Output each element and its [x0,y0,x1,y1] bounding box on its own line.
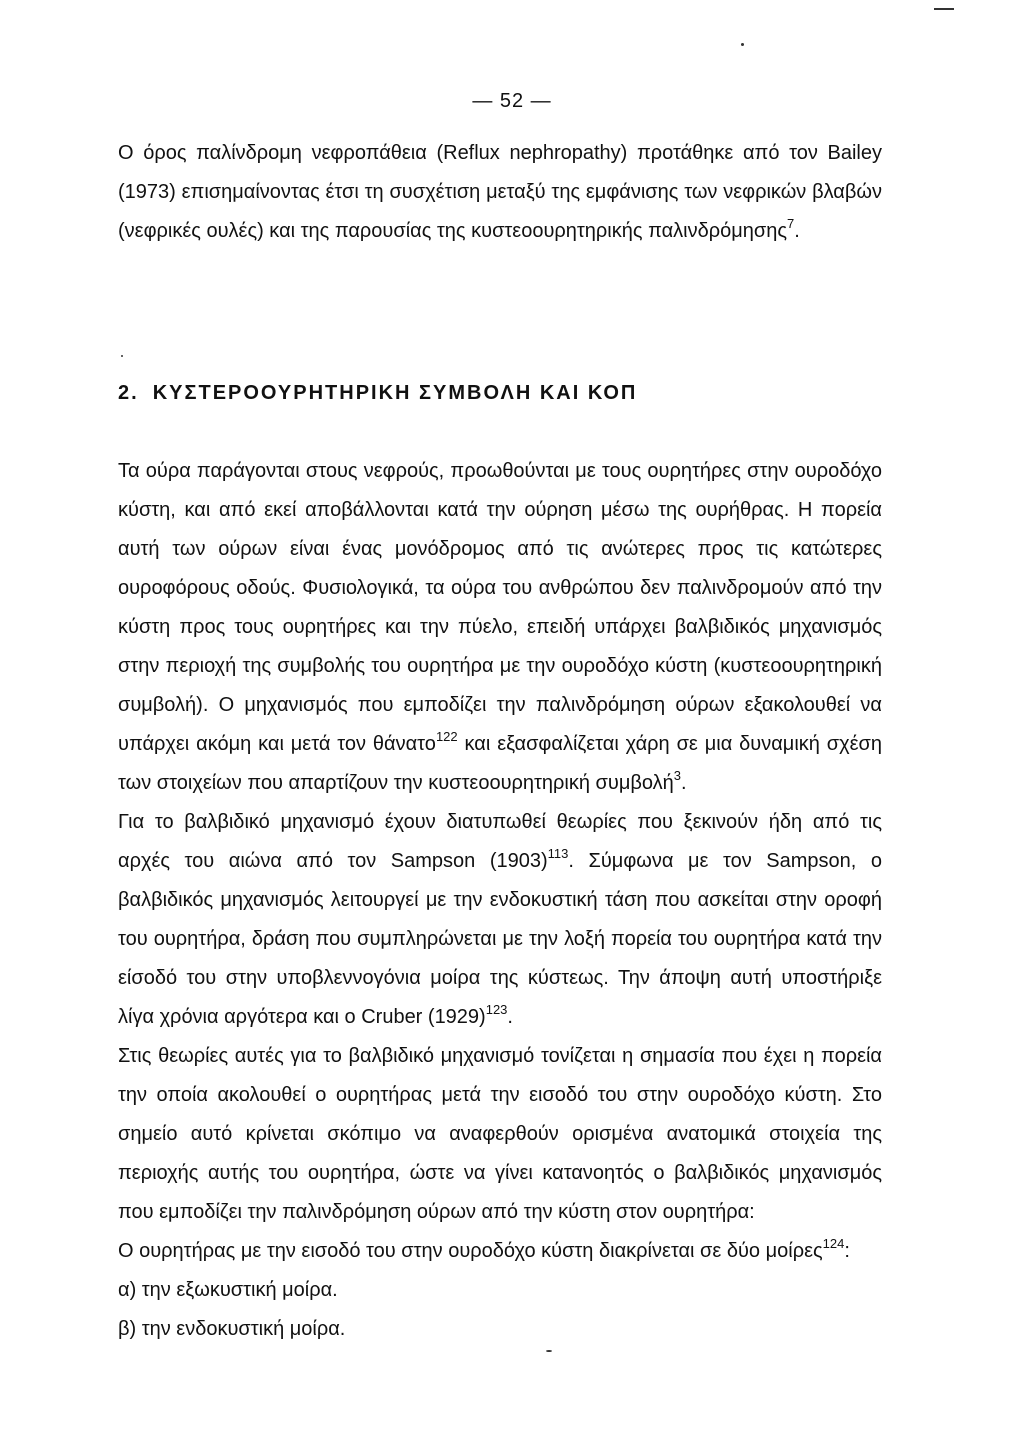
paragraph-text: Τα ούρα παράγονται στους νεφρούς, προωθούνται με τους ουρητήρες στην ουροδόχο κύστη, και από εκεί αποβάλλονται κατά την ούρηση μέσω της ουρήθρας. Η πορεία αυτή των ούρων είναι ένας μονόδρομος από τις ανώτερες προς τις κατώτερες ουροφόρους οδούς. Φυσιολογικά, τα ούρα του ανθρώπου δεν παλινδρομούν από την κύστη προς τους ουρητήρες και την πύελο, επειδή υπάρχει βαλβιδικός μηχανισμός στην περιοχή της συμβολής του ουρητήρα με την ουροδόχο κύστη (κυστεοουρητηρική συμβολή). Ο μηχανισμός που εμποδίζει την παλινδρόμηση ούρων εξακολουθεί να υπάρχει ακόμη και μετά τον θάνατο [118,460,882,755]
paragraph-text: Στις θεωρίες αυτές για το βαλβιδικό μηχανισμό τονίζεται η σημασία που έχει η πορεία την οποία ακολουθεί ο ουρητήρας μετά την εισοδό του στην ουροδόχο κύστη. Στο σημείο αυτό κρίνεται σκόπιμο να αναφερθούν ορισμένα ανατομικά στοιχεία της περιοχής αυτής του ουρητήρα, ώστε να γίνει κατανοητός ο βαλβιδικός μηχανισμός που εμποδίζει την παλινδρόμηση ούρων από την κύστη στον ουρητήρα: [118,1045,882,1223]
intro-paragraph [118,134,882,251]
footnote-ref: 124 [822,1236,845,1251]
paragraph-3 [118,1037,882,1232]
paragraph-text: . Σύμφωνα με τον Sampson, ο βαλβιδικός μηχανισμός λειτουργεί με την ενδοκυστική τάση που ασκείται στην οροφή του ουρητήρα, δράση που συμπληρώνεται με την λοξή πορεία του ουρητήρα κατά την είσοδό του στην υποβλεννογόνια μοίρα της κύστεως. Την άποψη αυτή υποστήριξε λίγα χρόνια αργότερα και ο Cruber (1929) [118,850,882,1028]
paragraph-1 [118,452,882,803]
page-number: — 52 — [472,90,552,112]
footnote-ref: 7 [786,216,795,231]
paragraph-4 [118,1232,882,1271]
section-number: 2. [118,382,139,404]
paragraph-end: . [507,1006,513,1028]
paragraph-2 [118,803,882,1037]
intro-text: Ο όρος παλίνδρομη νεφροπάθεια (Reflux nephropathy) προτάθηκε από τον Bailey (1973) επισημαίνοντας έτσι τη συσχέτιση μεταξύ της εμφάνισης των νεφρικών βλαβών (νεφρικές ουλές) και της παρουσίας της κυστεοουρητηρικής παλινδρόμησης [118,142,882,242]
section-heading [118,382,637,405]
paragraph-text: Για το βαλβιδικό μηχανισμό έχουν διατυπωθεί θεωρίες που ξεκινούν ήδη από τις αρχές του αιώνα από τον Sampson (1903) [118,811,882,872]
footnote-ref: 122 [435,729,458,744]
footnote-ref: 123 [485,1002,508,1017]
scan-speck [546,1350,552,1352]
scan-mark [934,8,954,10]
footnote-ref: 113 [547,846,569,861]
intro-end: . [794,220,800,242]
paragraph-text: και εξασφαλίζεται χάρη σε μια δυναμική σχέση των στοιχείων που απαρτίζουν την κυστεοουρητηρική συμβολή [118,733,883,794]
list-item: α) την εξωκυστική μοίρα. [118,1279,338,1301]
scan-speck [741,43,744,46]
footnote-ref: 3 [673,768,681,783]
scan-speck [121,355,123,357]
paragraph-text: Ο ουρητήρας με την εισοδό του στην ουροδόχο κύστη διακρίνεται σε δύο μοίρες [118,1240,823,1262]
list-item: β) την ενδοκυστική μοίρα. [118,1318,346,1340]
paragraph-end: . [680,772,687,794]
section-title: ΚΥΣΤΕΡΟΟΥΡΗΤΗΡΙΚΗ ΣΥΜΒΟΛΗ ΚΑΙ ΚΟΠ [152,382,638,404]
paragraph-end: : [844,1240,850,1262]
section-body [118,452,882,1349]
